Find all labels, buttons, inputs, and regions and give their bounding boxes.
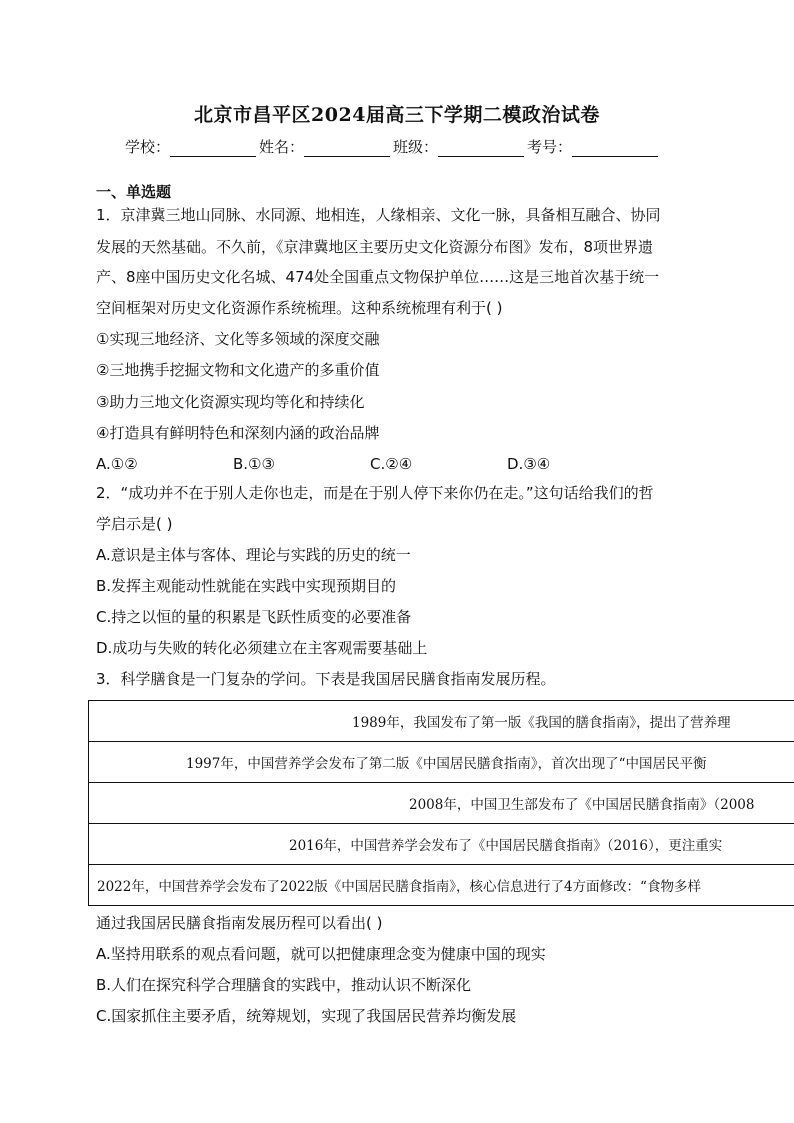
q2-option-b[interactable]: B.发挥主观能动性就能在实践中实现预期目的: [96, 577, 397, 595]
student-info-line: [125, 136, 661, 157]
q3-after: 通过我国居民膳食指南发展历程可以看出( ): [96, 914, 383, 932]
q2-option-c[interactable]: C.持之以恒的量的积累是飞跃性质变的必要准备: [96, 608, 412, 626]
q1-stem-line: 1．京津冀三地山同脉、水同源、地相连，人缘相亲、文化一脉，具备相互融合、协同: [96, 206, 661, 224]
table-row: 1997年，中国营养学会发布了第二版《中国居民膳食指南》，首次出现了“中国居民平衡: [89, 742, 794, 783]
q1-statement: ②三地携手挖掘文物和文化遗产的多重价值: [96, 361, 380, 379]
q1-option-b[interactable]: B.①③: [233, 455, 275, 473]
q1-options: [96, 454, 644, 474]
table-row: 2022年，中国营养学会发布了2022版《中国居民膳食指南》，核心信息进行了4方面修改：“食物多样: [89, 865, 794, 906]
q2-stem-line: 学启示是( ): [96, 515, 173, 533]
q1-option-d[interactable]: D.③④: [507, 455, 551, 473]
name-blank[interactable]: [304, 142, 390, 157]
class-label: 班级：: [393, 138, 439, 156]
exam-number-blank[interactable]: [572, 142, 658, 157]
q1-stem-line: 发展的天然基础。不久前，《京津冀地区主要历史文化资源分布图》发布，8项世界遗: [96, 238, 654, 256]
q3-option-b[interactable]: B.人们在探究科学合理膳食的实践中，推动认识不断深化: [96, 976, 472, 994]
table-row: 2016年，中国营养学会发布了《中国居民膳食指南》（2016），更注重实: [89, 824, 794, 865]
q3-option-c[interactable]: C.国家抓住主要矛盾，统筹规划，实现了我国居民营养均衡发展: [96, 1007, 517, 1025]
q3-stem: 3．科学膳食是一门复杂的学问。下表是我国居民膳食指南发展历程。: [96, 670, 556, 688]
name-label: 姓名：: [259, 138, 305, 156]
q1-option-a[interactable]: A.①②: [96, 455, 138, 473]
q1-statement: ④打造具有鲜明特色和深刻内涵的政治品牌: [96, 424, 380, 442]
school-label: 学校：: [125, 138, 171, 156]
q1-stem-line: 空间框架对历史文化资源作系统梳理。这种系统梳理有利于( ): [96, 299, 503, 317]
q1-option-c[interactable]: C.②④: [370, 455, 413, 473]
table-row: 2008年，中国卫生部发布了《中国居民膳食指南》（2008: [89, 783, 794, 824]
exam-title: 北京市昌平区2024届高三下学期二模政治试卷: [194, 104, 600, 126]
q2-stem-line: 2．“成功并不在于别人走你也走，而是在于别人停下来你仍在走。”这句话给我们的哲: [96, 484, 654, 502]
nutrition-guideline-table: [88, 700, 794, 906]
q2-option-a[interactable]: A.意识是主体与客体、理论与实践的历史的统一: [96, 546, 411, 564]
q1-stem-line: 产、8座中国历史文化名城、474处全国重点文物保护单位……这是三地首次基于统一: [96, 268, 660, 286]
q2-option-d[interactable]: D.成功与失败的转化必须建立在主客观需要基础上: [96, 639, 428, 657]
q3-option-a[interactable]: A.坚持用联系的观点看问题，就可以把健康理念变为健康中国的现实: [96, 945, 546, 963]
section-heading: 一、单选题: [96, 183, 172, 201]
class-blank[interactable]: [438, 142, 524, 157]
school-blank[interactable]: [170, 142, 256, 157]
q1-statement: ①实现三地经济、文化等多领域的深度交融: [96, 330, 380, 348]
q1-statement: ③助力三地文化资源实现均等化和持续化: [96, 393, 365, 411]
table-row: 1989年，我国发布了第一版《我国的膳食指南》，提出了营养理: [89, 701, 794, 742]
exam-number-label: 考号：: [527, 138, 573, 156]
